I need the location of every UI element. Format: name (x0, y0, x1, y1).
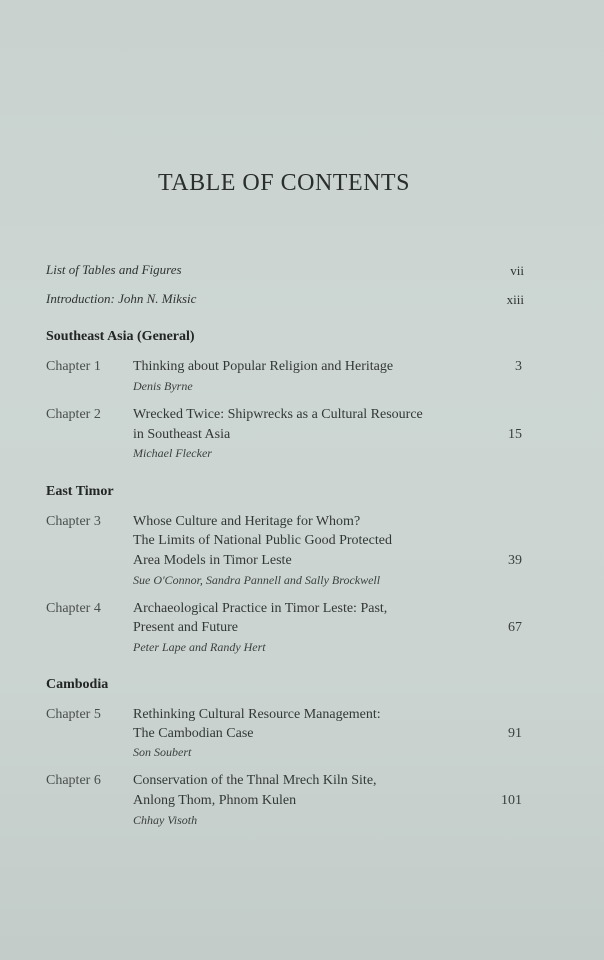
chapter-title-line: Anlong Thom, Phnom Kulen (133, 793, 297, 808)
front-matter-label: Introduction: John N. Miksic (46, 291, 197, 306)
chapter-label: Chapter 6 (46, 773, 101, 788)
chapter-title-line: Conservation of the Thnal Mrech Kiln Site, (133, 773, 377, 788)
chapter-title-line: Archaeological Practice in Timor Leste: Past, (133, 601, 388, 616)
chapter-title-line: Rethinking Cultural Resource Management: (133, 707, 381, 722)
chapter-title-line: Wrecked Twice: Shipwrecks as a Cultural Resource (133, 407, 423, 422)
chapter-author: Son Soubert (133, 745, 192, 759)
chapter-label: Chapter 1 (46, 359, 101, 374)
chapter-label: Chapter 4 (46, 601, 101, 616)
chapter-title-line: in Southeast Asia (133, 427, 231, 442)
chapter-label: Chapter 5 (46, 707, 101, 722)
chapter-author: Michael Flecker (133, 446, 212, 460)
section-heading: Southeast Asia (General) (46, 329, 195, 344)
chapter-author: Denis Byrne (133, 379, 193, 393)
page-title: TABLE OF CONTENTS (158, 170, 410, 196)
chapter-author: Peter Lape and Randy Hert (133, 640, 266, 654)
chapter-author: Sue O'Connor, Sandra Pannell and Sally Brockwell (133, 573, 381, 587)
chapter-page: 91 (508, 726, 522, 741)
chapter-page: 67 (508, 620, 522, 635)
chapter-page: 3 (515, 359, 522, 374)
chapter-author: Chhay Visoth (133, 813, 198, 827)
chapter-label: Chapter 2 (46, 407, 101, 422)
chapter-title-line: Area Models in Timor Leste (133, 553, 292, 568)
front-matter-label: List of Tables and Figures (46, 262, 182, 277)
chapter-title-line: The Cambodian Case (133, 726, 254, 741)
chapter-title-line: Whose Culture and Heritage for Whom? (133, 514, 361, 529)
front-matter-page: vii (510, 263, 524, 278)
chapter-page: 39 (508, 553, 522, 568)
chapter-page: 15 (508, 427, 522, 442)
front-matter-page: xiii (506, 292, 524, 307)
section-heading: Cambodia (46, 677, 109, 692)
chapter-title-line: Present and Future (133, 620, 238, 635)
chapter-title-line: The Limits of National Public Good Protected (133, 533, 392, 548)
chapter-label: Chapter 3 (46, 514, 101, 529)
section-heading: East Timor (46, 484, 114, 499)
chapter-page: 101 (501, 793, 522, 808)
chapter-title-line: Thinking about Popular Religion and Heritage (133, 359, 394, 374)
